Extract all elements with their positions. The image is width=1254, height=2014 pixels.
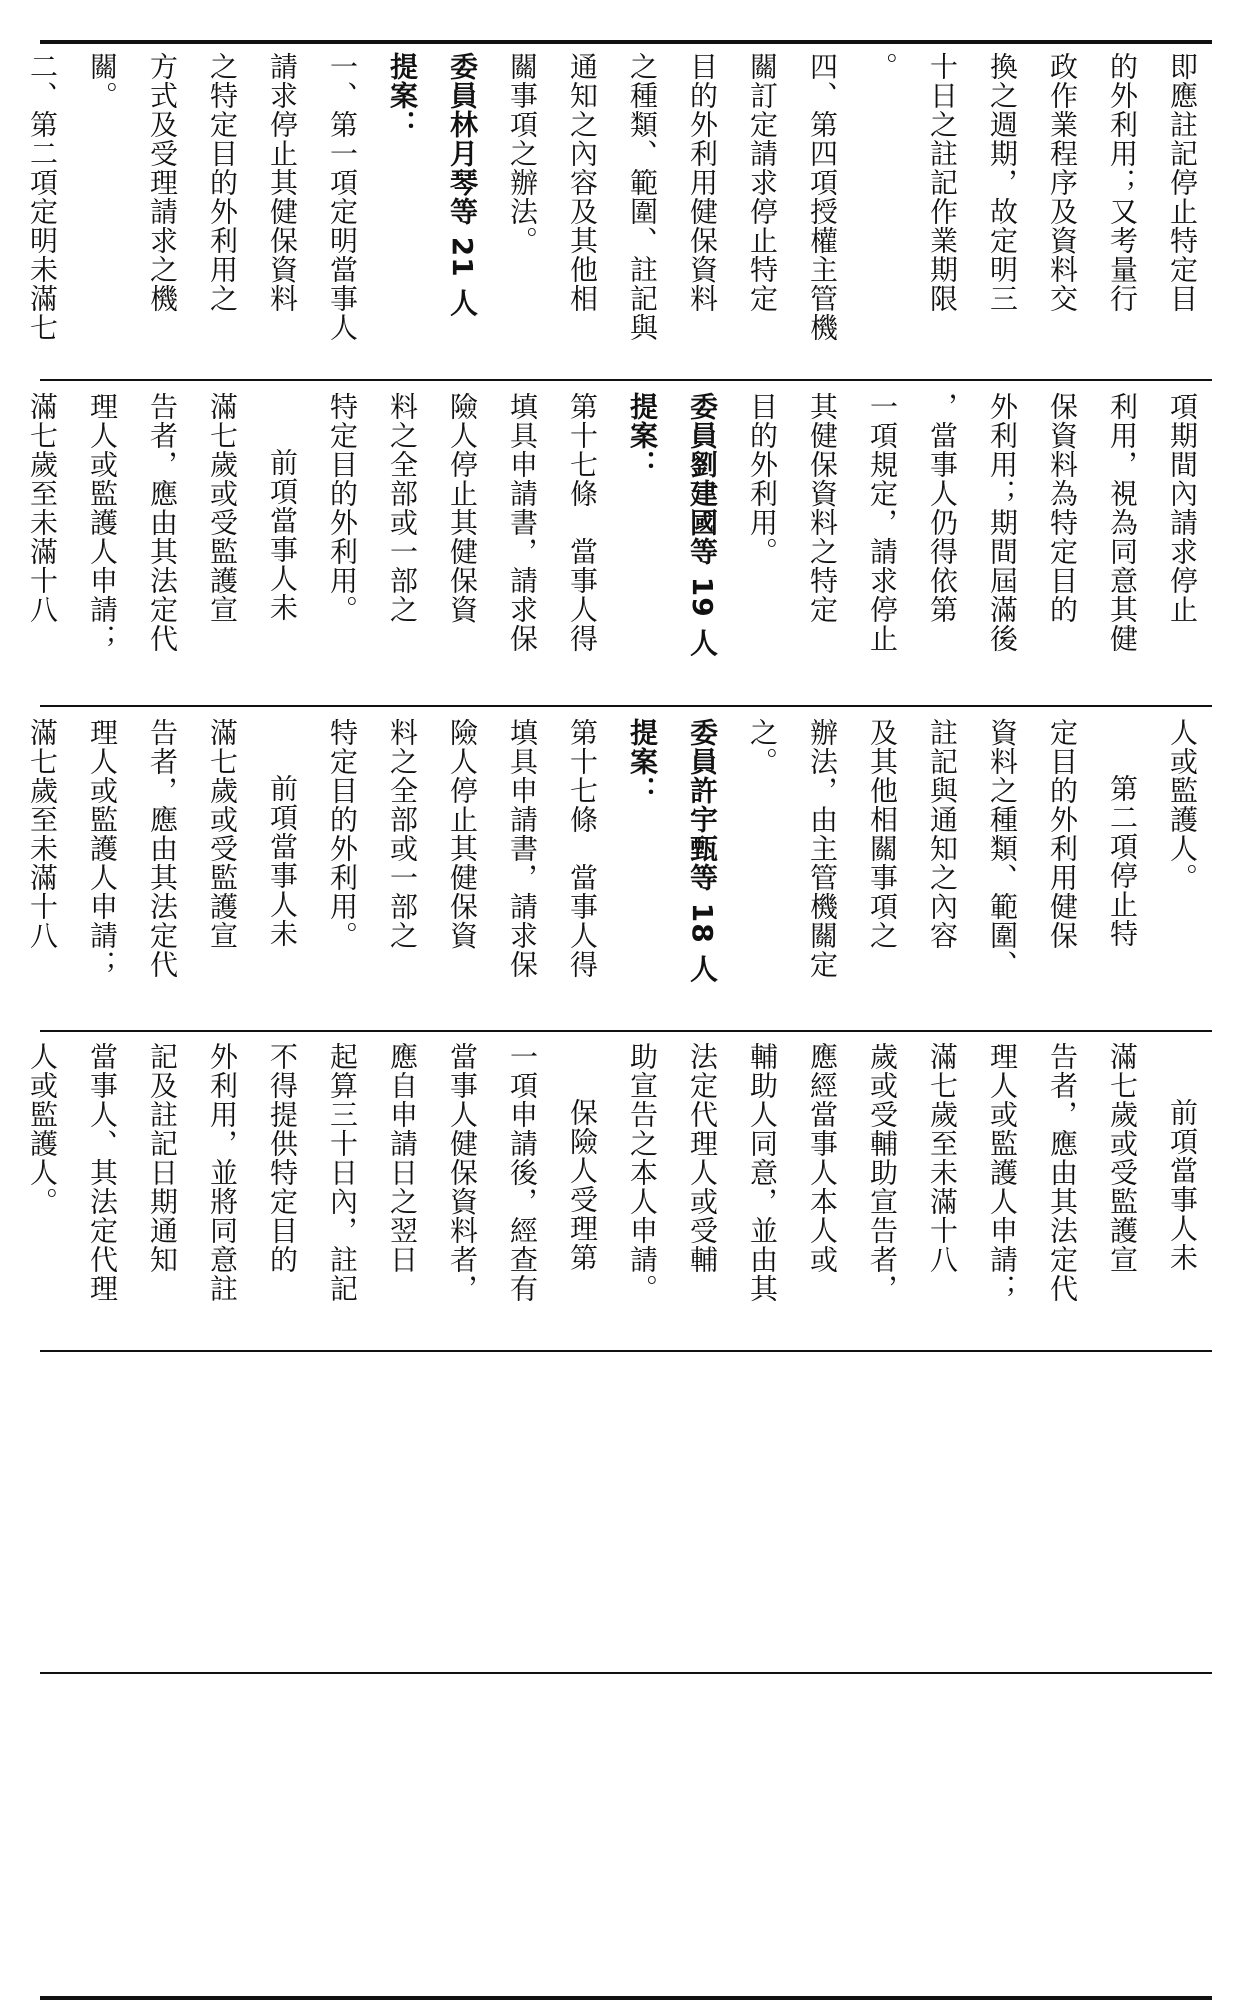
top-rule bbox=[40, 40, 1212, 44]
proposer-heading-line: 提案： bbox=[626, 392, 659, 479]
empty-row-5 bbox=[40, 1362, 1212, 1662]
text-line: 二、第二項定明未滿七 bbox=[26, 52, 59, 342]
text-line bbox=[0, 718, 8, 979]
proposer-heading-line: 委員林月琴等 21 人 bbox=[446, 52, 479, 318]
text-line: 。 bbox=[866, 52, 899, 81]
text-row-2 bbox=[26, 392, 1212, 700]
text-line: 一項申請後，經查有 bbox=[506, 1042, 539, 1303]
text-line: 通知之內容及其他相 bbox=[566, 52, 599, 313]
text-line: 即應註記停止特定目 bbox=[1166, 52, 1199, 313]
text-row-1 bbox=[26, 52, 1212, 374]
text-line: 目的外利用健保資料 bbox=[686, 52, 719, 313]
text-line: 填具申請書，請求保 bbox=[506, 718, 539, 979]
text-line: 應經當事人本人或 bbox=[806, 1042, 839, 1274]
text-line: ，當事人仍得依第 bbox=[926, 392, 959, 624]
text-line: 料之全部或一部之 bbox=[386, 392, 419, 624]
text-line bbox=[0, 1042, 8, 1272]
text-line: 人或監護人。 bbox=[26, 1042, 59, 1216]
text-line: 輔助人同意，並由其 bbox=[746, 1042, 779, 1303]
text-line: 及其他相關事項之 bbox=[866, 718, 899, 950]
text-line: 告者，應由其法定代 bbox=[1046, 1042, 1079, 1303]
text-line: 險人停止其健保資 bbox=[446, 392, 479, 624]
proposer-heading-line: 提案： bbox=[386, 52, 419, 139]
text-line: 項期間內請求停止 bbox=[1166, 392, 1199, 624]
text-line: 當事人、其法定代理 bbox=[86, 1042, 119, 1303]
text-row-4 bbox=[26, 1042, 1212, 1342]
text-line: 利用，視為同意其健 bbox=[1106, 392, 1139, 653]
text-line: 辦法，由主管機關定 bbox=[806, 718, 839, 979]
text-line: 前項當事人未 bbox=[266, 774, 299, 948]
text-line: 資料之種類、範圍、 bbox=[986, 718, 1019, 979]
proposer-heading-line: 提案： bbox=[626, 718, 659, 805]
text-line bbox=[0, 392, 8, 653]
text-line: 記及註記日期通知 bbox=[146, 1042, 179, 1274]
row-divider-5 bbox=[40, 1672, 1212, 1674]
text-line: 定目的外利用健保 bbox=[1046, 718, 1079, 950]
text-line: 換之週期，故定明三 bbox=[986, 52, 1019, 313]
text-line: 起算三十日內，註記 bbox=[326, 1042, 359, 1303]
text-line: 理人或監護人申請； bbox=[86, 718, 119, 979]
text-line: 告者，應由其法定代 bbox=[146, 718, 179, 979]
text-line: 之特定目的外利用之 bbox=[206, 52, 239, 313]
text-line: 關。 bbox=[86, 52, 119, 110]
text-line: 險人停止其健保資 bbox=[446, 718, 479, 950]
text-line: 第十七條 當事人得 bbox=[566, 718, 599, 979]
text-line: 理人或監護人申請； bbox=[986, 1042, 1019, 1303]
empty-row-6 bbox=[40, 1684, 1212, 1984]
text-line: 第二項停止特 bbox=[1106, 774, 1139, 948]
text-line: 之。 bbox=[746, 718, 779, 776]
text-line: 目的外利用。 bbox=[746, 392, 779, 566]
text-line: 特定目的外利用。 bbox=[326, 718, 359, 950]
text-line: 政作業程序及資料交 bbox=[1046, 52, 1079, 313]
text-line: 前項當事人未 bbox=[1166, 1098, 1199, 1272]
text-line: 助宣告之本人申請。 bbox=[626, 1042, 659, 1303]
text-line: 法定代理人或受輔 bbox=[686, 1042, 719, 1274]
text-line: 前項當事人未 bbox=[266, 448, 299, 622]
text-line: 特定目的外利用。 bbox=[326, 392, 359, 624]
text-line: 告者，應由其法定代 bbox=[146, 392, 179, 653]
text-line: 人或監護人。 bbox=[1166, 718, 1199, 892]
text-line: 料之全部或一部之 bbox=[386, 718, 419, 950]
row-divider-3 bbox=[40, 1030, 1212, 1032]
text-line: 外利用，並將同意註 bbox=[206, 1042, 239, 1303]
text-line: 滿七歲或受監護宣 bbox=[206, 392, 239, 624]
text-line: 滿七歲至未滿十八 bbox=[926, 1042, 959, 1274]
text-line: 應自申請日之翌日 bbox=[386, 1042, 419, 1274]
text-line: 外利用；期間屆滿後 bbox=[986, 392, 1019, 653]
text-line: 一項規定，請求停止 bbox=[866, 392, 899, 653]
text-line: 保資料為特定目的 bbox=[1046, 392, 1079, 624]
text-line: 關事項之辦法。 bbox=[506, 52, 539, 255]
text-line: 滿七歲至未滿十八 bbox=[26, 718, 59, 950]
text-row-3 bbox=[26, 718, 1212, 1026]
proposer-heading-line: 委員許宇甄等 18 人 bbox=[686, 718, 719, 984]
row-divider-4 bbox=[40, 1350, 1212, 1352]
proposer-heading-line: 委員劉建國等 19 人 bbox=[686, 392, 719, 658]
text-line: 填具申請書，請求保 bbox=[506, 392, 539, 653]
text-line: 保險人受理第 bbox=[566, 1098, 599, 1272]
bottom-rule bbox=[40, 1996, 1212, 2000]
text-line: 當事人健保資料者， bbox=[446, 1042, 479, 1303]
text-line: 的外利用；又考量行 bbox=[1106, 52, 1139, 313]
text-line: 滿七歲至未滿十八 bbox=[26, 392, 59, 624]
text-line: 四、第四項授權主管機 bbox=[806, 52, 839, 342]
text-line: 一、第一項定明當事人 bbox=[326, 52, 359, 342]
text-line: 方式及受理請求之機 bbox=[146, 52, 179, 313]
text-line: 之種類、範圍、註記與 bbox=[626, 52, 659, 342]
row-divider-2 bbox=[40, 705, 1212, 707]
text-line: 理人或監護人申請； bbox=[86, 392, 119, 653]
text-line: 不得提供特定目的 bbox=[266, 1042, 299, 1274]
text-line: 滿七歲或受監護宣 bbox=[1106, 1042, 1139, 1274]
text-line: 歲或受輔助宣告者， bbox=[866, 1042, 899, 1303]
text-line: 關訂定請求停止特定 bbox=[746, 52, 779, 313]
text-line bbox=[0, 52, 8, 313]
row-divider-1 bbox=[40, 379, 1212, 381]
text-line: 其健保資料之特定 bbox=[806, 392, 839, 624]
text-line: 滿七歲或受監護宣 bbox=[206, 718, 239, 950]
text-line: 請求停止其健保資料 bbox=[266, 52, 299, 313]
text-line: 註記與通知之內容 bbox=[926, 718, 959, 950]
text-line: 第十七條 當事人得 bbox=[566, 392, 599, 653]
text-line: 十日之註記作業期限 bbox=[926, 52, 959, 313]
